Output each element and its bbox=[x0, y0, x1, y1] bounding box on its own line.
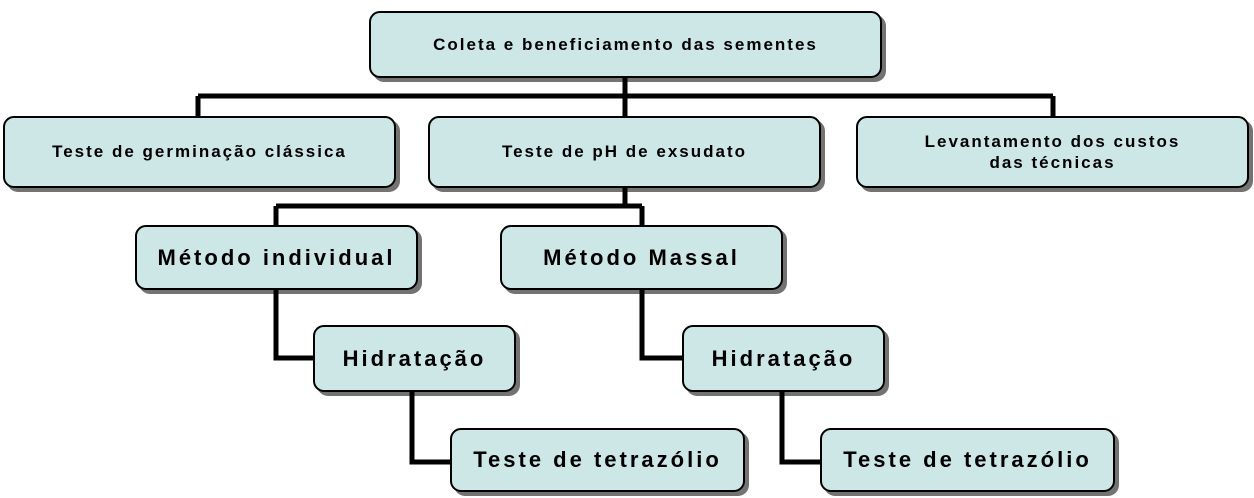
node-hidratacao-individual bbox=[313, 325, 516, 392]
node-tetrazolio-massal-label: Teste de tetrazólio bbox=[843, 447, 1092, 473]
connector-hidratacao-to-tetrazolio-individual bbox=[412, 392, 450, 462]
node-massal-label: Método Massal bbox=[543, 244, 740, 270]
node-tetrazolio-individual-label: Teste de tetrazólio bbox=[473, 447, 722, 473]
connector-root-to-tests bbox=[198, 78, 1053, 116]
node-hidratacao-massal-label: Hidratação bbox=[711, 345, 856, 371]
node-levantamento-custos bbox=[856, 116, 1249, 188]
node-coleta-label: Coleta e beneficiamento das sementes bbox=[433, 34, 818, 54]
node-metodo-individual bbox=[135, 225, 418, 290]
connector-ph-to-methods bbox=[276, 188, 642, 225]
node-ph-exsudato bbox=[428, 116, 821, 188]
node-metodo-massal bbox=[500, 225, 783, 290]
node-individual-label: Método individual bbox=[157, 244, 396, 270]
node-coleta-beneficiamento bbox=[369, 11, 882, 78]
node-custos-label-line1: Levantamento dos custos bbox=[924, 131, 1181, 151]
connector-massal-to-hidratacao bbox=[642, 290, 682, 358]
node-hidratacao-individual-label: Hidratação bbox=[342, 345, 487, 371]
node-hidratacao-massal bbox=[682, 325, 885, 392]
node-custos-label-line2: das técnicas bbox=[989, 153, 1116, 172]
node-germinacao-classica bbox=[3, 116, 396, 188]
node-germinacao-label: Teste de germinação clássica bbox=[52, 142, 347, 162]
connector-individual-to-hidratacao bbox=[276, 290, 313, 358]
connector-hidratacao-to-tetrazolio-massal bbox=[782, 392, 820, 462]
node-tetrazolio-massal bbox=[820, 428, 1115, 492]
node-ph-label: Teste de pH de exsudato bbox=[501, 142, 747, 162]
node-tetrazolio-individual bbox=[450, 428, 745, 492]
